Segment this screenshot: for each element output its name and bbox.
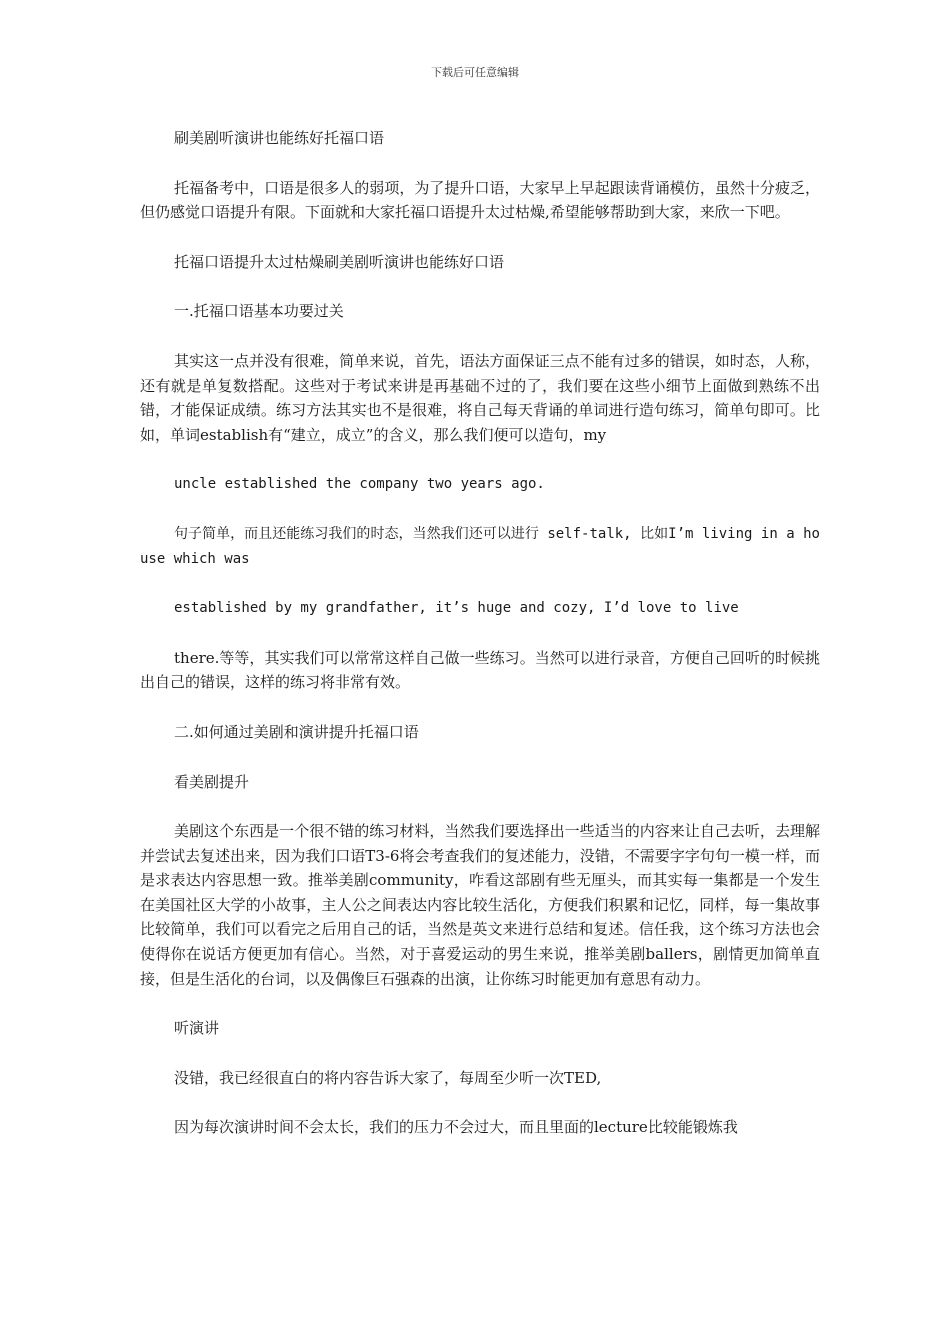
body-paragraph: 美剧这个东西是一个很不错的练习材料，当然我们要选择出一些适当的内容来让自己去听，去理解并尝试去复述出来，因为我们口语T3-6将会考查我们的复述能力，没错，不需要字字句句一模一样，而是求表达内容思想一致。推举美剧community，咋看这部剧有些无厘头，而其实每一集都是一个发生在美国社区大学的小故事，主人公之间表达内容比较生活化，方便我们积累和记忆，同样，每一集故事比较简单，我们可以看完之后用自己的话，当然是英文来进行总结和复述。信任我，这个练习方法也会使得你在说话方便更加有信心。当然，对于喜爱运动的男生来说，推举美剧ballers，剧情更加简单直接，但是生活化的台词，以及偶像巨石强森的出演，让你练习时能更加有意思有动力。 — [140, 822, 820, 988]
subheading-tv-shows: 看美剧提升 — [174, 772, 250, 791]
intro-paragraph: 托福备考中，口语是很多人的弱项，为了提升口语，大家早上早起跟读背诵模仿，虽然十分疲乏，但仍感觉口语提升有限。下面就和大家托福口语提升太过枯燥,希望能够帮助到大家，来欣一下吧。 — [140, 178, 820, 222]
section-heading-2: 二.如何通过美剧和演讲提升托福口语 — [174, 722, 419, 741]
subheading-lectures: 听演讲 — [174, 1019, 220, 1038]
body-paragraph: 其实这一点并没有很难，简单来说，首先，语法方面保证三点不能有过多的错误，如时态，人称，还有就是单复数搭配。这些对于考试来讲是再基础不过的了，我们要在这些小细节上面做到熟练不出错，才能保证成绩。练习方法其实也不是很难，将自己每天背诵的单词进行造句练习，简单句即可。比如，单词establish有“建立，成立”的含义，那么我们便可以造句，my — [140, 351, 820, 444]
body-paragraph: 因为每次演讲时间不会太长，我们的压力不会过大，而且里面的lecture比较能锻炼我 — [174, 1118, 738, 1137]
body-paragraph: 句子简单，而且还能练习我们的时态，当然我们还可以进行 self-talk, 比如I’m living in a house which was — [140, 525, 820, 567]
section-heading-1: 一.托福口语基本功要过关 — [174, 302, 344, 321]
document-title: 刷美剧听演讲也能练好托福口语 — [174, 129, 385, 147]
example-sentence: established by my grandfather, it’s huge and cozy, I’d love to live — [174, 600, 739, 617]
example-sentence: uncle established the company two years ago. — [174, 476, 545, 493]
body-paragraph: there.等等，其实我们可以常常这样自己做一些练习。当然可以进行录音，方便自己回听的时候挑出自己的错误，这样的练习将非常有效。 — [140, 648, 820, 692]
page-header: 下载后可任意编辑 — [431, 66, 519, 79]
body-paragraph: 没错，我已经很直白的将内容告诉大家了，每周至少听一次TED, — [174, 1068, 602, 1087]
subtitle-paragraph: 托福口语提升太过枯燥刷美剧听演讲也能练好口语 — [174, 252, 505, 271]
document-body — [140, 126, 820, 1165]
